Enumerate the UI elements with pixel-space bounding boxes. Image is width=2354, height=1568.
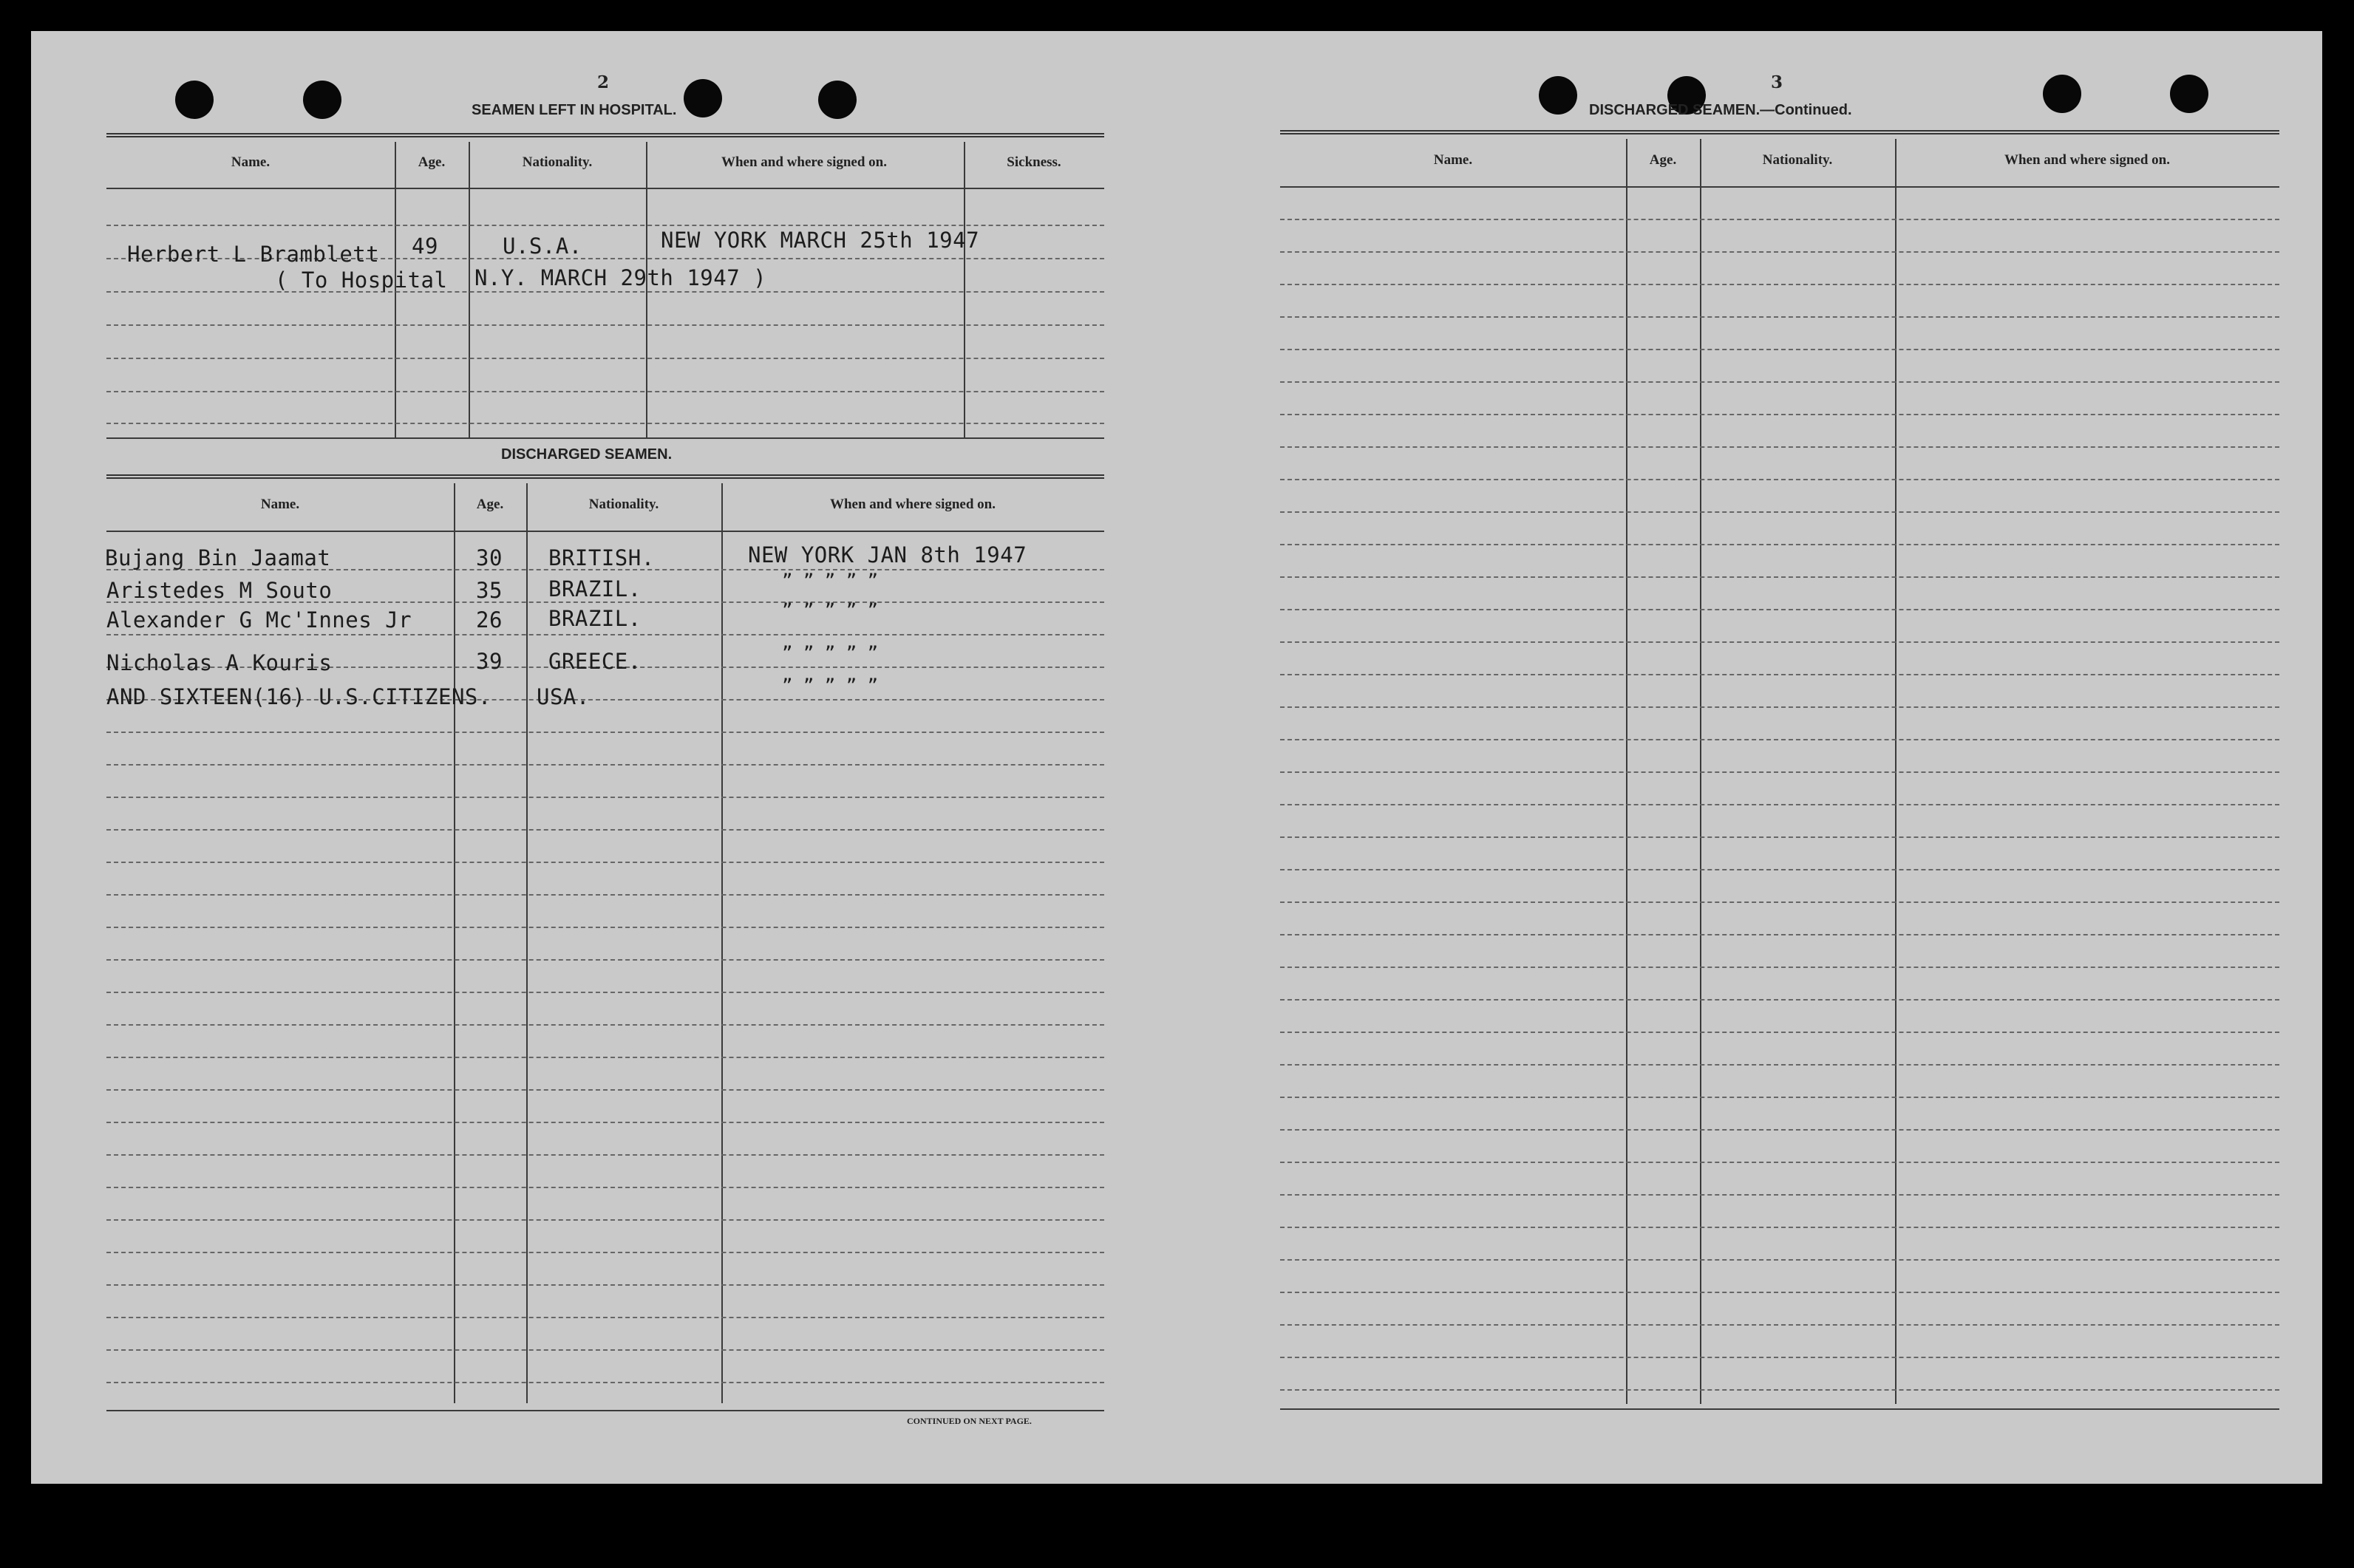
manifest-sheet	[31, 31, 2322, 1484]
ruled-line	[1280, 251, 2279, 253]
col-signed: When and where signed on.	[829, 497, 996, 512]
ruled-line	[1280, 349, 2279, 350]
ruled-line	[106, 1024, 1104, 1026]
ruled-line	[1280, 219, 2279, 220]
hospital-signed: NEW YORK MARCH 25th 1947	[661, 228, 980, 253]
ruled-line	[1280, 1292, 2279, 1293]
discharged-name: Bujang Bin Jaamat	[105, 545, 331, 570]
ruled-line	[106, 959, 1104, 961]
ruled-line	[1280, 1032, 2279, 1033]
ruled-line	[106, 1382, 1104, 1383]
discharged-name: Alexander G Mc'Innes Jr	[106, 607, 412, 633]
ruled-line	[106, 634, 1104, 635]
ruled-line	[1280, 1064, 2279, 1066]
col-sickness: Sickness.	[1007, 154, 1061, 170]
col-nationality: Nationality.	[588, 497, 659, 512]
page-number: 2	[597, 72, 610, 92]
divider	[454, 483, 455, 1403]
ruled-line	[106, 764, 1104, 766]
ruled-line	[106, 732, 1104, 733]
discharged-nationality: BRAZIL.	[548, 576, 642, 601]
ruled-line	[1280, 479, 2279, 480]
ruled-line	[106, 423, 1104, 424]
ruled-line	[1280, 869, 2279, 870]
discharged-nationality: GREECE.	[548, 649, 642, 674]
ruled-line	[106, 862, 1104, 863]
table-top-rule	[1280, 130, 2279, 134]
header-rule	[1280, 186, 2279, 188]
page-number: 3	[1771, 72, 1783, 92]
col-age: Age.	[1649, 152, 1677, 168]
ruled-line	[1280, 1129, 2279, 1131]
discharged-continued-heading: DISCHARGED SEAMEN.—Continued.	[1589, 102, 1852, 118]
ruled-line	[1280, 641, 2279, 643]
hospital-heading: SEAMEN LEFT IN HOSPITAL.	[472, 102, 677, 118]
col-signed: When and where signed on.	[2004, 152, 2170, 168]
ruled-line	[106, 1057, 1104, 1058]
discharged-age: 39	[476, 649, 503, 674]
col-name: Name.	[1433, 152, 1473, 168]
ditto-marks: ” ” ” ” ”	[782, 570, 879, 591]
ruled-line	[1280, 414, 2279, 415]
right-page	[1184, 31, 2322, 1484]
discharged-bottom-rule	[106, 1410, 1104, 1411]
ruled-line	[106, 1187, 1104, 1188]
ruled-line	[106, 225, 1104, 226]
discharged-nationality: BRAZIL.	[548, 606, 642, 631]
hospital-nationality: U.S.A.	[503, 234, 582, 259]
discharged-age: 30	[476, 545, 503, 570]
hospital-age: 49	[412, 234, 438, 259]
ruled-line	[106, 829, 1104, 831]
ruled-line	[1280, 739, 2279, 740]
ruled-line	[106, 927, 1104, 928]
divider	[469, 142, 470, 437]
ruled-line	[1280, 1324, 2279, 1326]
ruled-line	[1280, 967, 2279, 968]
ruled-line	[1280, 284, 2279, 285]
ruled-line	[106, 1317, 1104, 1318]
discharged-heading: DISCHARGED SEAMEN.	[501, 446, 673, 463]
ruled-line	[106, 992, 1104, 993]
ruled-line	[1280, 1389, 2279, 1391]
ruled-line	[1280, 609, 2279, 610]
hospital-note: ( To Hospital	[275, 267, 448, 293]
col-name: Name.	[260, 497, 300, 512]
ruled-line	[106, 1219, 1104, 1221]
ruled-line	[1280, 901, 2279, 903]
ruled-line	[1280, 836, 2279, 838]
ruled-line	[1280, 1194, 2279, 1196]
ruled-line	[1280, 1357, 2279, 1358]
discharged-age: 35	[476, 578, 503, 603]
hospital-header-rule	[106, 188, 1104, 189]
hospital-note-date: N.Y. MARCH 29th 1947 )	[474, 265, 767, 290]
ruled-line	[106, 894, 1104, 896]
discharged-header-rule	[106, 531, 1104, 532]
ruled-line	[1280, 999, 2279, 1001]
ditto-marks: ” ” ” ” ”	[782, 643, 879, 664]
ruled-line	[106, 1154, 1104, 1156]
ruled-line	[1280, 771, 2279, 773]
col-name: Name.	[231, 154, 271, 170]
ruled-line	[1280, 511, 2279, 513]
ruled-line	[106, 1122, 1104, 1123]
ruled-line	[106, 797, 1104, 798]
ruled-line	[106, 1284, 1104, 1286]
discharged-name: AND SIXTEEN(16) U.S.CITIZENS.	[106, 684, 491, 709]
ruled-line	[106, 391, 1104, 392]
divider	[721, 483, 723, 1403]
left-page	[31, 31, 1154, 1484]
ditto-marks: ” ” ” ” ”	[782, 675, 879, 696]
ruled-line	[1280, 706, 2279, 708]
ruled-line	[1280, 1259, 2279, 1261]
ruled-line	[1280, 446, 2279, 448]
ruled-line	[106, 1252, 1104, 1253]
discharged-top-rule	[106, 474, 1104, 479]
ruled-line	[1280, 576, 2279, 578]
col-age: Age.	[418, 154, 446, 170]
ruled-line	[106, 1089, 1104, 1091]
ruled-line	[1280, 544, 2279, 545]
ruled-line	[1280, 674, 2279, 675]
discharged-nationality: BRITISH.	[548, 545, 655, 570]
divider	[526, 483, 528, 1403]
discharged-name: Aristedes M Souto	[106, 578, 333, 603]
ruled-line	[1280, 1227, 2279, 1228]
ruled-line	[106, 1349, 1104, 1351]
ruled-line	[1280, 1162, 2279, 1163]
discharged-nationality: USA.	[537, 684, 590, 709]
hospital-top-rule	[106, 133, 1104, 137]
divider	[964, 142, 965, 437]
col-signed: When and where signed on.	[721, 154, 887, 170]
hospital-bottom-rule	[106, 437, 1104, 439]
ruled-line	[1280, 934, 2279, 935]
ruled-line	[1280, 1097, 2279, 1098]
continued-note: CONTINUED ON NEXT PAGE.	[907, 1416, 1032, 1426]
discharged-name: Nicholas A Kouris	[106, 650, 333, 675]
ditto-marks: ” ” ” ” ”	[782, 600, 879, 621]
ruled-line	[1280, 316, 2279, 318]
discharged-age: 26	[476, 607, 503, 633]
hospital-name: Herbert L Bramblett	[127, 242, 380, 267]
ruled-line	[106, 324, 1104, 326]
ruled-line	[1280, 381, 2279, 383]
discharged-signed: NEW YORK JAN 8th 1947	[748, 542, 1027, 567]
col-age: Age.	[476, 497, 504, 512]
table-bottom-rule	[1280, 1408, 2279, 1410]
col-nationality: Nationality.	[522, 154, 593, 170]
ruled-line	[106, 291, 1104, 293]
col-nationality: Nationality.	[1762, 152, 1833, 168]
ruled-line	[106, 358, 1104, 359]
ruled-line	[1280, 804, 2279, 805]
